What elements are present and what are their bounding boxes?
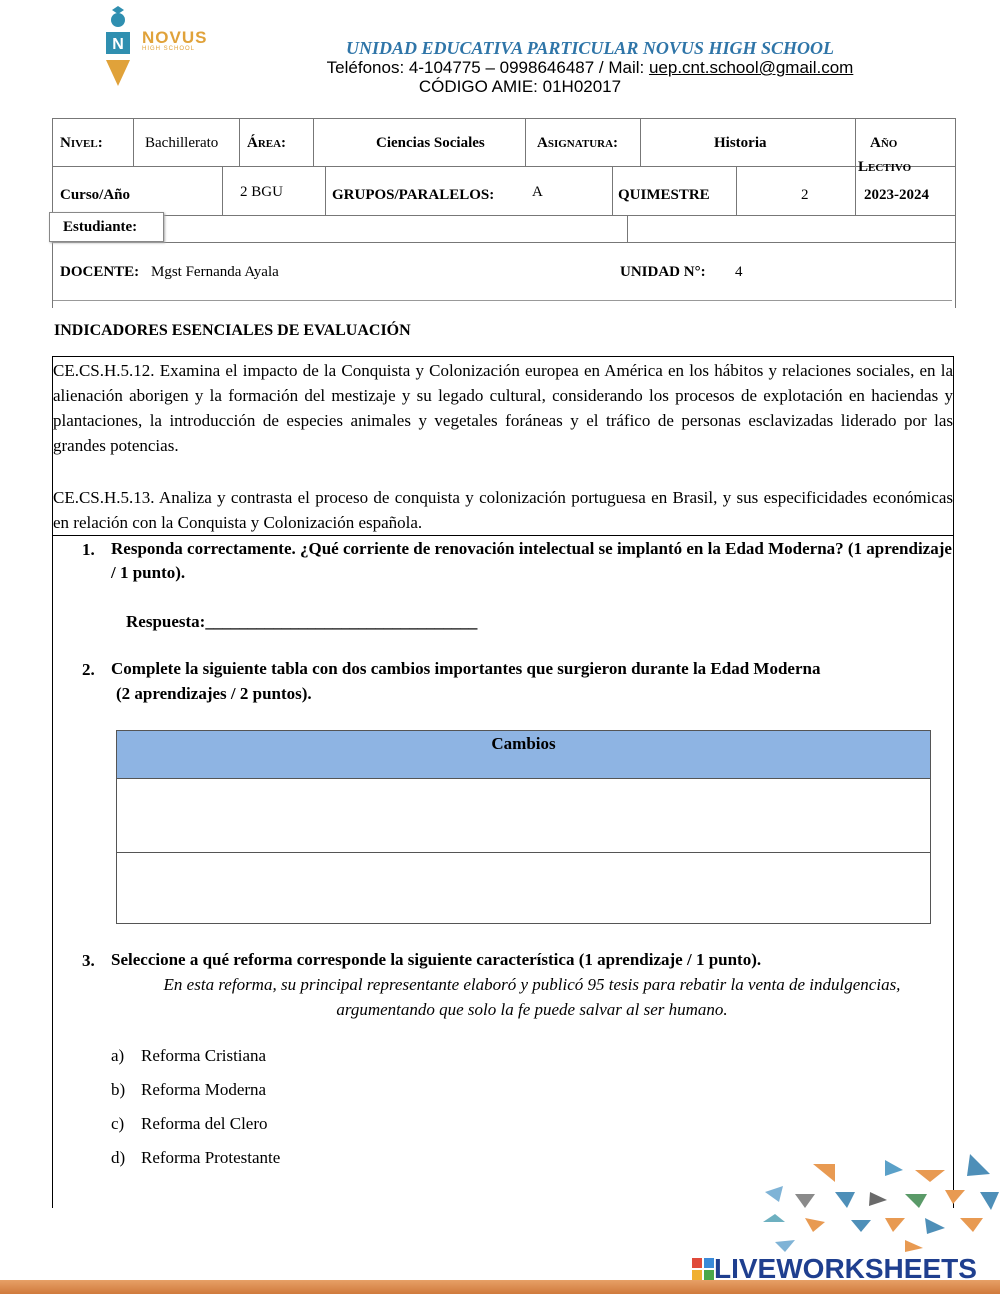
- info-border-right: [955, 118, 956, 308]
- asignatura-label: Asignatura:: [537, 135, 619, 151]
- anio-value: 2023-2024: [864, 187, 929, 203]
- grupos-value: A: [532, 184, 543, 200]
- amie-code: CÓDIGO AMIE: 01H02017: [418, 77, 622, 96]
- info-col4: [525, 118, 526, 166]
- liveworksheets-text: LIVEWORKSHEETS: [714, 1253, 977, 1284]
- info-col9: [612, 166, 613, 215]
- phones-text: Teléfonos: 4-104775 – 0998646487 / Mail:: [326, 58, 649, 77]
- estudiante-label: Estudiante:: [63, 219, 138, 235]
- docente-value: Mgst Fernanda Ayala: [151, 264, 279, 280]
- q2-number: 2.: [82, 660, 95, 679]
- option-c-text: Reforma del Clero: [141, 1114, 268, 1133]
- info-col11: [627, 215, 628, 242]
- unidad-value: 4: [735, 264, 743, 280]
- info-border-row1: [52, 166, 956, 167]
- quimestre-label: QUIMESTRE: [618, 187, 710, 203]
- option-d-letter: d): [111, 1148, 126, 1167]
- decorative-triangles: [755, 1152, 1000, 1264]
- svg-text:N: N: [112, 36, 124, 53]
- mail-link[interactable]: uep.cnt.school@gmail.com: [648, 58, 854, 77]
- info-border-row3: [52, 242, 956, 243]
- asignatura-value: Historia: [714, 135, 767, 151]
- info-border-top: [52, 118, 956, 119]
- option-c-letter: c): [111, 1114, 125, 1133]
- curso-value: 2 BGU: [240, 184, 283, 200]
- info-col2: [239, 118, 240, 166]
- q1-number: 1.: [82, 540, 95, 559]
- option-b-letter: b): [111, 1080, 126, 1099]
- cambios-table: [116, 730, 931, 924]
- q3-statement: En esta reforma, su principal representante elaboró y publicó 95 tesis para rebatir la venta de indulgencias, argumentando que solo la fe puede salvar al ser humano.: [163, 975, 901, 1019]
- cambios-header: Cambios: [117, 731, 930, 779]
- option-c[interactable]: [111, 1114, 268, 1134]
- option-b-text: Reforma Moderna: [141, 1080, 267, 1099]
- option-b[interactable]: [111, 1080, 266, 1100]
- indicators-title: INDICADORES ESENCIALES DE EVALUACIÓN: [54, 322, 411, 339]
- q1-text: Responda correctamente. ¿Qué corriente de renovación intelectual se implantó en la Edad Moderna? (1 aprendizaje / 1 punto).: [111, 539, 952, 582]
- info-col10: [736, 166, 737, 215]
- info-col6: [855, 118, 856, 215]
- q2-text-line2: (2 aprendizajes / 2 puntos).: [116, 684, 312, 703]
- quimestre-value: 2: [801, 187, 809, 203]
- logo-subtitle: HIGH SCHOOL: [142, 46, 196, 52]
- q3-text: Seleccione a qué reforma corresponde la siguiente característica (1 aprendizaje / 1 punto).: [111, 950, 762, 969]
- anio-label: Año: [870, 135, 898, 151]
- info-col7: [222, 166, 223, 215]
- info-col5: [640, 118, 641, 166]
- area-value: Ciencias Sociales: [376, 135, 485, 151]
- liveworksheets-brand[interactable]: [692, 1254, 977, 1284]
- area-label: Área:: [247, 135, 287, 151]
- q1-answer[interactable]: Respuesta:________________________________: [126, 612, 478, 631]
- school-name: UNIDAD EDUCATIVA PARTICULAR NOVUS HIGH SCHOOL: [346, 38, 834, 58]
- option-a-letter: a): [111, 1046, 125, 1065]
- criteria-box: [52, 356, 954, 536]
- info-border-bottom: [52, 300, 952, 301]
- option-d[interactable]: [111, 1148, 280, 1168]
- logo-name: NOVUS: [142, 28, 208, 47]
- info-col3: [313, 118, 314, 166]
- cambio-row-1[interactable]: [117, 780, 930, 852]
- nivel-label: Nivel:: [60, 135, 103, 151]
- estudiante-field[interactable]: [166, 216, 626, 241]
- docente-label: DOCENTE:: [60, 264, 140, 280]
- option-d-text: Reforma Protestante: [141, 1148, 281, 1167]
- contact-line: [260, 58, 920, 78]
- cambio-row-2[interactable]: [117, 852, 930, 925]
- criterion-1: CE.CS.H.5.12. Examina el impacto de la Conquista y Colonización europea en América en los hábitos y relaciones sociales, en la alienación aborigen y la formación del mestizaje y su legado cultural, considerando los procesos de explotación en haciendas y plantaciones, la introducción de especies animales y vegetales foráneas y el tráfico de personas esclavizadas liderado por las grandes potencias.: [53, 361, 953, 455]
- grupos-label: GRUPOS/PARALELOS:: [332, 187, 495, 203]
- questions-frame-right: [953, 536, 954, 1208]
- curso-label: Curso/Año: [60, 187, 131, 203]
- option-a-text: Reforma Cristiana: [141, 1046, 267, 1065]
- nivel-value: Bachillerato: [145, 135, 219, 151]
- q3-number: 3.: [82, 951, 95, 970]
- unidad-label: UNIDAD N°:: [620, 264, 706, 280]
- liveworksheets-icon: [692, 1258, 714, 1280]
- questions-frame-left: [52, 536, 53, 1208]
- option-a[interactable]: [111, 1046, 266, 1066]
- q2-text-line1: Complete la siguiente tabla con dos cambios importantes que surgieron durante la Edad Moderna: [111, 659, 821, 678]
- info-col1: [133, 118, 134, 166]
- criterion-2: CE.CS.H.5.13. Analiza y contrasta el proceso de conquista y colonización portuguesa en Brasil, y sus especificidades económicas en relación con la Conquista y Colonización española.: [53, 488, 953, 532]
- info-col8: [325, 166, 326, 215]
- logo-wordmark: [142, 28, 207, 52]
- lectivo-label: Lectivo: [858, 159, 912, 175]
